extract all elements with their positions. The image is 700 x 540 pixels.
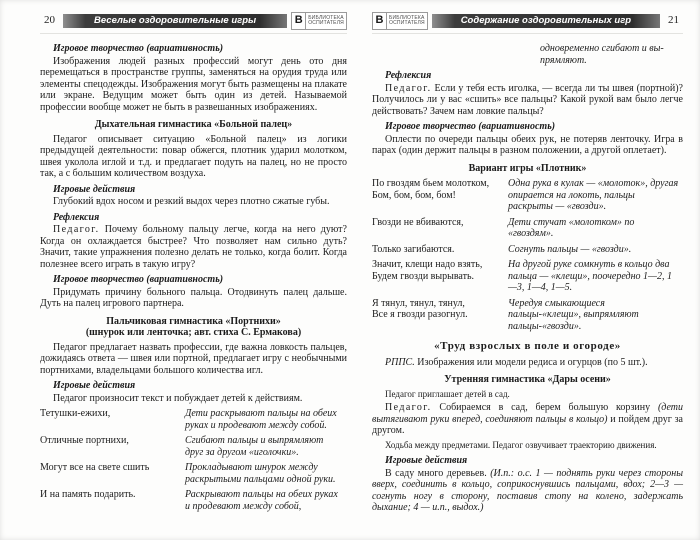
verse-row [40, 462, 347, 485]
verse-text: Могут все на свете сшить [40, 462, 150, 473]
subheading-actions: Игровые действия [385, 455, 468, 466]
action-note: (дети вытягивают руки вперед, соединяют пальцы в кольцо) [372, 402, 683, 425]
logo-text [306, 13, 346, 29]
paragraph: Придумать причину больного пальца. Отодвинуть палец дальше. Дуть на палец игрового партнера. [40, 286, 347, 309]
speech-text: и пойдем друг за другом. [372, 413, 683, 436]
logo-letter: В [292, 13, 306, 29]
paragraph [372, 357, 683, 369]
paragraph: Педагог предлагает назвать профессии, где важна ловкость пальцев, дожидаясь ответа — швея или портной, предлагает игру с необычными портнихами, владельцами большого количества игл. [40, 341, 347, 376]
verse-text: Значит, клещи надо взять, Будем гвозди вырывать. [372, 259, 483, 282]
logo-text-line2: ОСПИТАТЕЛЯ [389, 20, 425, 26]
running-header-right [372, 12, 683, 34]
page-left [14, 0, 350, 540]
page-number-left: 20 [44, 14, 55, 27]
paragraph: Оплести по очереди пальцы обеих рук, не потеряв ленточку. Игра в парах (один держит пальцы в разном положении, а другой оплетает). [372, 133, 683, 156]
logo-text-line2: ОСПИТАТЕЛЯ [308, 20, 344, 26]
logo-letter: В [373, 13, 387, 29]
subheading-actions-2: Игровые действия [53, 380, 136, 391]
paragraph: Глубокий вдох носом и резкий выдох через плотно сжатые губы. [53, 196, 330, 207]
logo-text [387, 13, 427, 29]
rpps-text: Изображения или модели редиса и огурцов (по 5 шт.). [414, 356, 648, 368]
verse-row [40, 435, 347, 458]
subheading-creative-2: Игровое творчество (вариативность) [53, 274, 224, 285]
subheading-reflection: Рефлексия [385, 70, 432, 81]
rpps-label: РППС. [385, 356, 415, 368]
verse-action: Дети стучат «молотком» по «гвоздям». [508, 216, 635, 239]
verse-action: Согнуть пальцы — «гвозди». [508, 243, 632, 255]
running-title-right: Содержание оздоровительных игр [432, 14, 660, 28]
verse-text: Гвозди не вбиваются, [372, 216, 464, 228]
verse-action: На другой руке сомкнуть в кольцо два пальца — «клещи», поочередно 1—2, 1—3, 1—4, 1—5. [508, 259, 672, 293]
paragraph [372, 468, 683, 514]
verse-action: Одна рука в кулак — «молоток», другая опирается на локоть, пальцы раскрыты — «гвозди». [508, 178, 679, 212]
verse-row [372, 217, 683, 240]
heading-line-1: Пальчиковая гимнастика «Портнихи» [106, 315, 281, 327]
stage-direction: Ходьба между предметами. Педагог озвучивает траекторию движения. [385, 439, 657, 450]
publisher-logo [372, 12, 428, 30]
speech-text: В саду много деревьев. [385, 467, 491, 479]
verse-text: По гвоздям бьем молотком, Бом, бом, бом, бом! [372, 178, 490, 201]
subheading-reflection: Рефлексия [53, 211, 100, 223]
verse-action-continuation: одновременно сгибают и вы- прямляют. [540, 43, 664, 66]
logo-text-line1: БИБЛИОТЕКА [389, 14, 425, 21]
speaker-label: Педагог. [385, 402, 432, 413]
paragraph [40, 224, 347, 270]
verse-table [40, 408, 347, 512]
paragraph: Изображения людей разных профессий могут день ото дня перемещаться в пространстве группы, заменяться на орудия труда или элементы спецодежды. Изображения могут быть размещены на плакате или экране. Ведущим может быть один из детей. Называемой профессии вообще может не быть в развешанных изображениях. [40, 55, 347, 113]
speech-text: Если у тебя есть иголка, — всегда ли ты швея (портной)? Получилось ли у вас «сшить» все пальцы? Какой рукой вам было легче действовать? Зачем нам ловкие пальцы? [372, 82, 683, 117]
subheading-creative: Игровое творчество (вариативность) [385, 121, 556, 132]
speech-text: Почему больному пальцу легче, когда на него дуют? Когда он охлаждается быстрее? Что позволяет нам сильно дуть? Значит, такие упражнения полезно делать не только, когда болит. Когда полезнее всего играть в такую игру? [40, 224, 347, 270]
running-title-left: Веселые оздоровительные игры [63, 14, 287, 28]
chapter-heading-trud: «Труд взрослых в поле и огороде» [434, 340, 621, 352]
section-heading-morning: Утренняя гимнастика «Дары осени» [444, 374, 611, 385]
verse-action: Сгибают пальцы и выпрямляют друг за другом «иголочки». [185, 435, 324, 458]
logo-text-line1: БИБЛИОТЕКА [308, 14, 344, 21]
section-heading-variant: Вариант игры «Плотник» [468, 162, 587, 174]
verse-text: Отличные портнихи, [40, 435, 129, 446]
verse-action: Дети раскрывают пальцы на обеих руках и продевают между собой. [185, 408, 337, 431]
page-right [352, 0, 688, 540]
section-heading-breathing: Дыхательная гимнастика «Больной палец» [94, 119, 293, 130]
verse-action: Прокладывают шнурок между раскрытыми пальцами одной руки. [185, 462, 336, 485]
speaker-label: Педагог. [385, 82, 432, 94]
running-header-left [40, 12, 347, 34]
page-number-right: 21 [668, 14, 679, 27]
publisher-logo [291, 12, 347, 30]
stage-direction: Педагог приглашает детей в сад. [385, 388, 510, 399]
verse-row [372, 244, 683, 256]
paragraph [372, 83, 683, 118]
heading-line-2: (шнурок или ленточка; авт. стиха С. Ермакова) [85, 327, 302, 338]
speaker-label: Педагог. [53, 224, 100, 235]
verse-text: Только загибаются. [372, 243, 455, 255]
verse-row [372, 178, 683, 213]
verse-text: Тетушки-ежихи, [40, 408, 111, 419]
verse-action: Раскрывают пальцы на обеих руках и продевают между собой, [185, 489, 338, 512]
verse-action: Чередуя смыкающиеся пальцы-«клещи», выпрямляют пальцы-«гвозди». [508, 297, 639, 332]
speech-text: Собираемся в сад, берем большую корзину [431, 402, 658, 413]
verse-table [372, 178, 683, 332]
paragraph: Педагог описывает ситуацию «Больной палец» из логики предыдущей деятельности: повар обжегся, плотник ударил молотком, швея уколола иглой и т.д. и предлагает подуть на палец, но не просто так, а с большим количеством воздуха. [40, 133, 347, 179]
subheading-creative: Игровое творчество (вариативность) [53, 43, 224, 54]
subheading-actions: Игровые действия [53, 183, 136, 195]
section-heading-finger [40, 316, 347, 339]
verse-text: Я тянул, тянул, тянул, Все я гвозди разогнул. [372, 297, 468, 320]
paragraph [372, 402, 683, 437]
verse-row [40, 408, 347, 431]
verse-text: И на память подарить. [40, 489, 136, 500]
paragraph: Педагог произносит текст и побуждает детей к действиям. [53, 392, 303, 404]
verse-row [372, 259, 683, 294]
action-note: (И.п.: о.с. 1 — поднять руки через стороны вверх, соединить в кольцо, соприкоснувшись пальцами, вдох; 2—3 — согнуть ногу в сторону, поставив стопу на колено, задержать дыхание; 4 — и.п., выдох.) [372, 467, 683, 513]
verse-row [372, 298, 683, 333]
verse-row [40, 489, 347, 512]
